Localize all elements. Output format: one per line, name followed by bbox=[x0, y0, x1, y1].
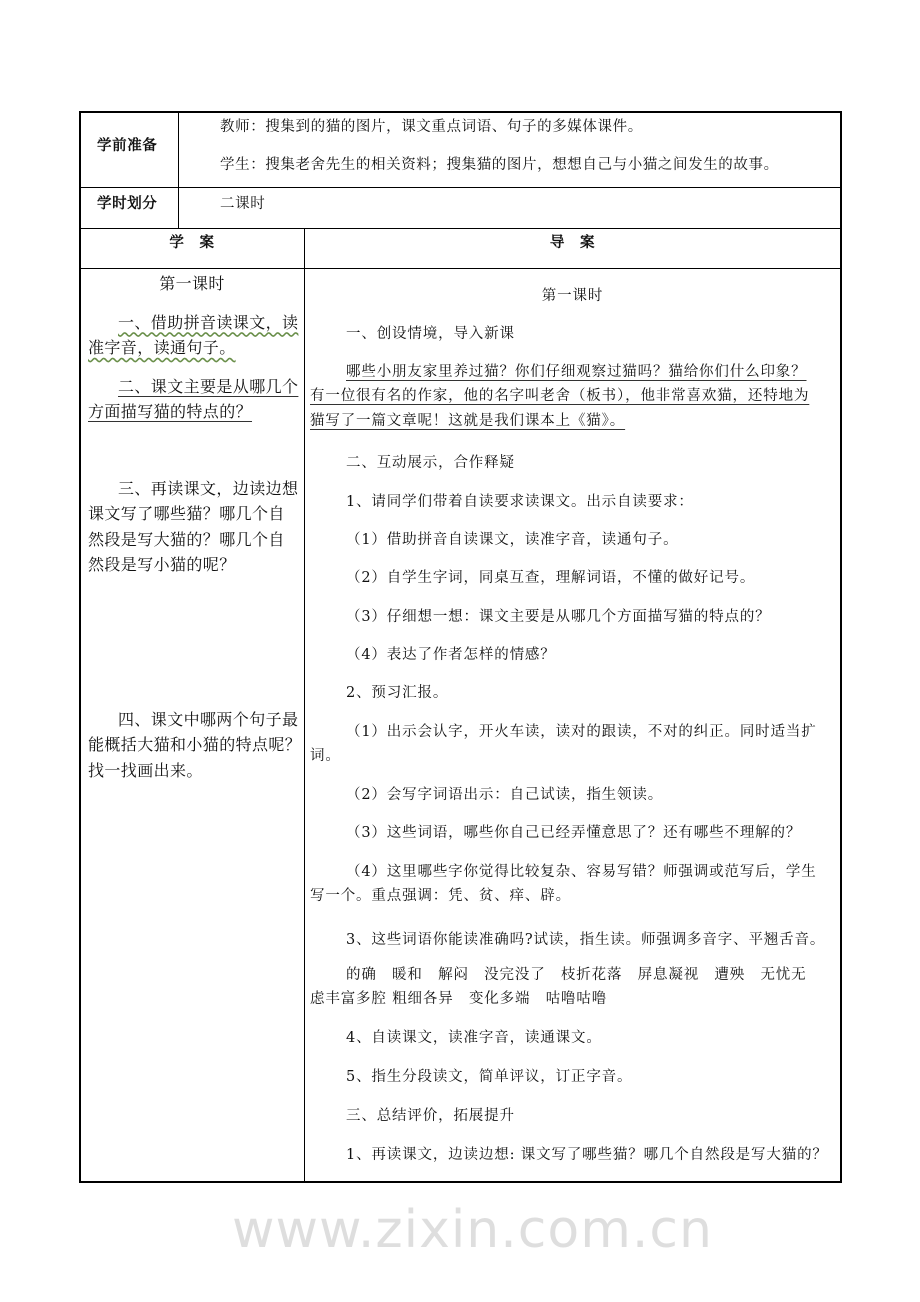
period-value: 二课时 bbox=[220, 196, 266, 212]
study-plan-line: 然段是写大猫的？哪几个自 bbox=[88, 529, 285, 549]
guide-plan-line: 3、这些词语你能读准确吗?试读，指生读。师强调多音字、平翘舌音。 bbox=[346, 931, 826, 948]
guide-plan-line: 词。 bbox=[310, 748, 341, 764]
guide-plan-line: 有一位很有名的作家，他的名字叫老舍（板书），他非常喜欢猫，还特地为 bbox=[310, 388, 810, 404]
study-plan-line: 方面描写猫的特点的？ bbox=[88, 402, 253, 421]
study-plan-line: 找一找画出来。 bbox=[88, 760, 203, 780]
table-border-bottom bbox=[79, 1181, 842, 1183]
guide-plan-line: （1）借助拼音自读课文，读准字音，读通句子。 bbox=[346, 531, 679, 548]
guide-plan-line: 1、再读课文，边读边想: 课文写了哪些猫？哪几个自然段是写大猫的？ bbox=[346, 1146, 828, 1163]
guide-plan-line: （3）这些词语，哪些你自己已经弄懂意思了？还有哪些不理解的？ bbox=[346, 824, 802, 841]
column-header-study-plan: 学 案 bbox=[169, 235, 215, 251]
col-divider bbox=[178, 112, 179, 228]
study-plan-line: 能概括大猫和小猫的特点呢？ bbox=[88, 735, 302, 754]
guide-plan-line: 写一个。重点强调：凭、贫、痒、辟。 bbox=[310, 888, 571, 904]
guide-plan-line: 猫写了一篇文章呢！这就是我们课本上《猫》。 bbox=[310, 412, 626, 429]
guide-plan-line: 一、创设情境，导入新课 bbox=[346, 325, 515, 342]
guide-plan-line: 第一课时 bbox=[541, 287, 604, 304]
study-plan-line: 课文写了哪些猫？哪几个自 bbox=[88, 504, 285, 523]
study-plan-line: 第一课时 bbox=[159, 273, 225, 293]
period-label: 学时划分 bbox=[97, 196, 158, 212]
column-header-guide-plan: 导 案 bbox=[549, 235, 596, 251]
guide-plan-line: 三、总结评价，拓展提升 bbox=[346, 1107, 515, 1124]
guide-plan-line: 1、请同学们带着自读要求读课文。出示自读要求： bbox=[346, 493, 694, 510]
guide-plan-line: 5、指生分段读文，简单评议，订正字音。 bbox=[346, 1068, 633, 1085]
col-divider bbox=[304, 228, 305, 1182]
guide-plan-line: 的确 暖和 解闷 没完没了 枝折花落 屏息凝视 遭殃 无忧无 bbox=[346, 966, 807, 983]
table-border-top bbox=[79, 111, 842, 113]
prep-student: 学生：搜集老舍先生的相关资料；搜集猫的图片，想想自己与小猫之间发生的故事。 bbox=[220, 157, 779, 173]
study-plan-line: 准字音，读通句子。 bbox=[88, 338, 236, 357]
watermark: www.zixin.com.cn bbox=[232, 1200, 713, 1260]
study-plan-line: 然段是写小猫的呢？ bbox=[88, 555, 236, 574]
guide-plan-line: 哪些小朋友家里养过猫？你们仔细观察过猫吗？猫给你们什么印象？ bbox=[346, 363, 807, 380]
prep-label: 学前准备 bbox=[97, 138, 158, 154]
study-plan-line: 二、课文主要是从哪几个 bbox=[118, 376, 299, 396]
guide-plan-line: 2、预习汇报。 bbox=[346, 684, 449, 701]
row-divider bbox=[79, 187, 842, 188]
guide-plan-line: （2）自学生字词，同桌互查，理解词语，不懂的做好记号。 bbox=[346, 569, 756, 586]
guide-plan-line: （1）出示会认字，开火车读，读对的跟读，不对的纠正。同时适当扩 bbox=[346, 723, 817, 740]
table-border-right bbox=[840, 111, 842, 1183]
guide-plan-line: （4）表达了作者怎样的情感？ bbox=[346, 646, 556, 663]
guide-plan-line: 虑丰富多腔 粗细各异 变化多端 咕噜咕噜 bbox=[310, 991, 608, 1007]
guide-plan-line: （4）这里哪些字你觉得比较复杂、容易写错？师强调或范写后，学生 bbox=[346, 863, 817, 880]
guide-plan-line: 二、互动展示，合作释疑 bbox=[346, 454, 515, 471]
study-plan-line: 四、课文中哪两个句子最 bbox=[118, 709, 299, 729]
row-divider bbox=[79, 268, 842, 269]
guide-plan-line: （2）会写字词语出示：自己试读，指生领读。 bbox=[346, 786, 664, 803]
study-plan-line: 三、再读课文，边读边想 bbox=[118, 478, 299, 498]
guide-plan-line: （3）仔细想一想：课文主要是从哪几个方面描写猫的特点的？ bbox=[346, 608, 771, 625]
study-plan-line: 一、借助拼音读课文，读 bbox=[118, 312, 299, 332]
guide-plan-line: 4、自读课文，读准字音，读通课文。 bbox=[346, 1029, 602, 1046]
row-divider bbox=[79, 228, 842, 229]
prep-teacher: 教师：搜集到的猫的图片，课文重点词语、句子的多媒体课件。 bbox=[220, 119, 643, 135]
